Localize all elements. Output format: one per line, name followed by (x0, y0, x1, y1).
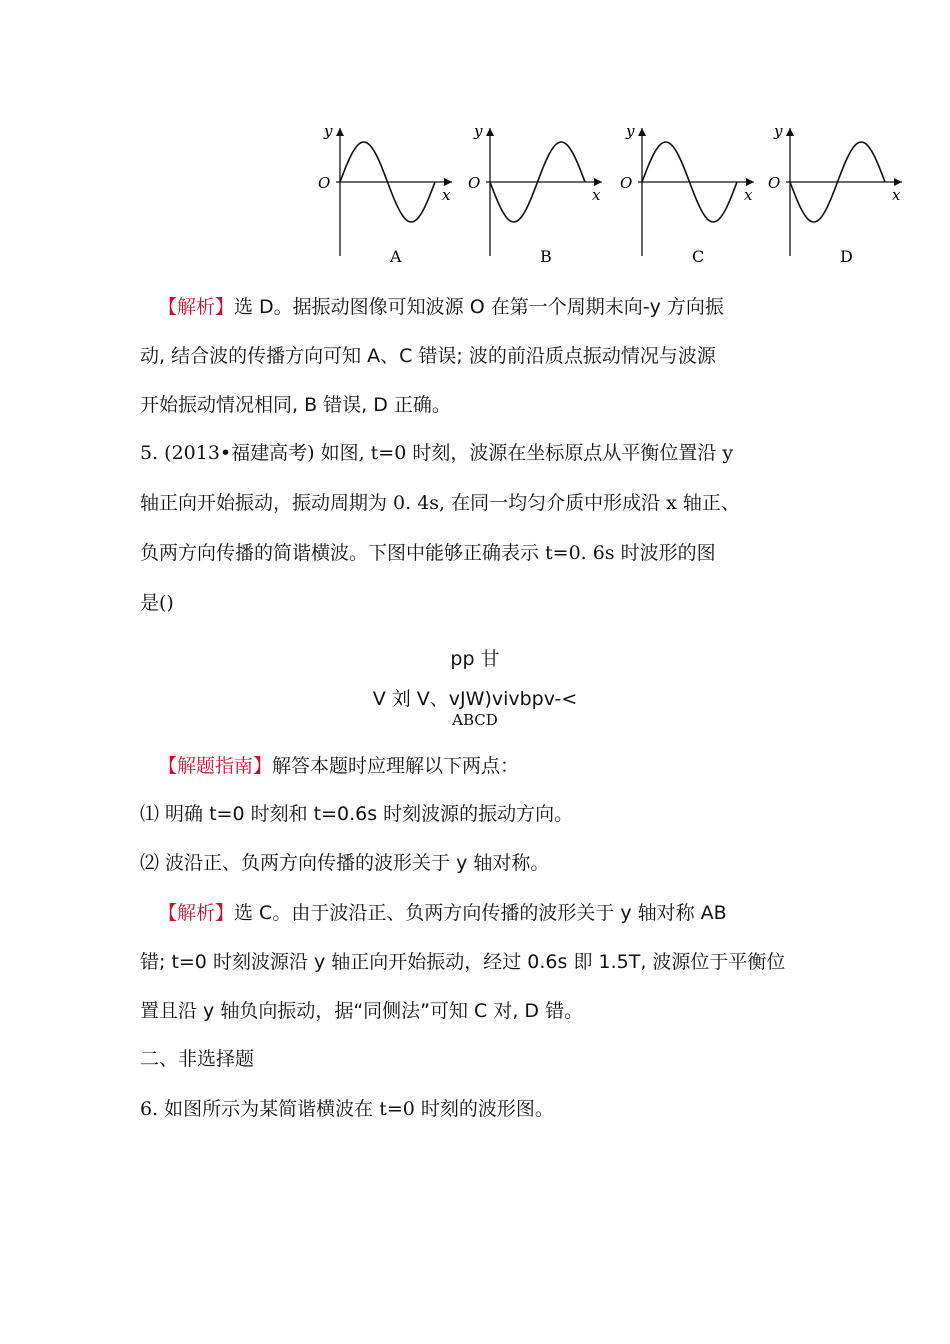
wave-plot-c (612, 118, 762, 268)
x-axis-arrow (444, 178, 452, 186)
question5-line2: 轴正向开始振动，振动周期为 0. 4s, 在同一均匀介质中形成沿 x 轴正、 (140, 492, 740, 514)
x-axis-arrow (746, 178, 754, 186)
x-axis-label: x (892, 186, 901, 204)
analysis-tag: 【解析】 (158, 902, 235, 924)
x-axis-label: x (744, 186, 753, 204)
wave-plot-d (760, 118, 910, 268)
panel-label: A (390, 247, 402, 266)
guide-tag: 【解题指南】 (158, 755, 273, 777)
y-axis-arrow (638, 128, 646, 136)
panel-label: D (840, 247, 853, 266)
y-axis-arrow (336, 128, 344, 136)
analysis2-line1: 【解析】选 C。由于波沿正、负两方向传播的波形关于 y 轴对称 AB (158, 902, 727, 924)
origin-label: O (620, 174, 633, 192)
origin-label: O (468, 174, 481, 192)
figure-text-line3: ABCD (452, 711, 498, 729)
question5-line4: 是() (140, 592, 174, 614)
analysis1-line2: 动, 结合波的传播方向可知 A、C 错误; 波的前沿质点振动情况与波源 (140, 345, 716, 367)
origin-label: O (768, 174, 781, 192)
analysis1-line1: 【解析】选 D。据振动图像可知波源 O 在第一个周期末向-y 方向振 (158, 296, 724, 318)
y-axis-label: y (626, 122, 635, 140)
y-axis-label: y (774, 122, 783, 140)
wave-plot-a (310, 118, 460, 268)
question5-line1: 5. (2013•福建高考) 如图, t=0 时刻，波源在坐标原点从平衡位置沿 y (140, 442, 734, 464)
wave-panel-b (460, 118, 610, 268)
x-axis-arrow (894, 178, 902, 186)
wave-panel-c (612, 118, 762, 268)
y-axis-label: y (324, 122, 333, 140)
x-axis-label: x (442, 186, 451, 204)
section-title: 二、非选择题 (140, 1048, 255, 1070)
analysis2-line2: 错; t=0 时刻波源沿 y 轴正向开始振动，经过 0.6s 即 1.5T, 波源位于平衡位 (140, 951, 786, 973)
analysis1-line3: 开始振动情况相同, B 错误, D 正确。 (140, 394, 451, 416)
x-axis-label: x (592, 186, 601, 204)
panel-label: B (540, 247, 552, 266)
y-axis-arrow (786, 128, 794, 136)
wave-panel-d (760, 118, 910, 268)
figure-text-line1: pp 甘 (450, 648, 500, 670)
guide-item2: ⑵ 波沿正、负两方向传播的波形关于 y 轴对称。 (140, 852, 550, 874)
answer-choice-figure (310, 118, 910, 268)
y-axis-arrow (486, 128, 494, 136)
origin-label: O (318, 174, 331, 192)
panel-label: C (692, 247, 705, 266)
x-axis-arrow (594, 178, 602, 186)
wave-plot-b (460, 118, 610, 268)
question6-line1: 6. 如图所示为某简谐横波在 t=0 时刻的波形图。 (140, 1098, 554, 1120)
analysis-tag: 【解析】 (158, 296, 235, 318)
y-axis-label: y (474, 122, 483, 140)
figure-text-line2: V 刘 V、vJW)vivbpv-< (372, 688, 578, 710)
guide-item1: ⑴ 明确 t=0 时刻和 t=0.6s 时刻波源的振动方向。 (140, 803, 574, 825)
question5-line3: 负两方向传播的简谐横波。下图中能够正确表示 t=0. 6s 时波形的图 (140, 542, 716, 564)
guide-intro: 【解题指南】解答本题时应理解以下两点： (158, 755, 520, 777)
analysis2-line3: 置且沿 y 轴负向振动，据“同侧法”可知 C 对, D 错。 (140, 1000, 584, 1022)
wave-panel-a (310, 118, 460, 268)
